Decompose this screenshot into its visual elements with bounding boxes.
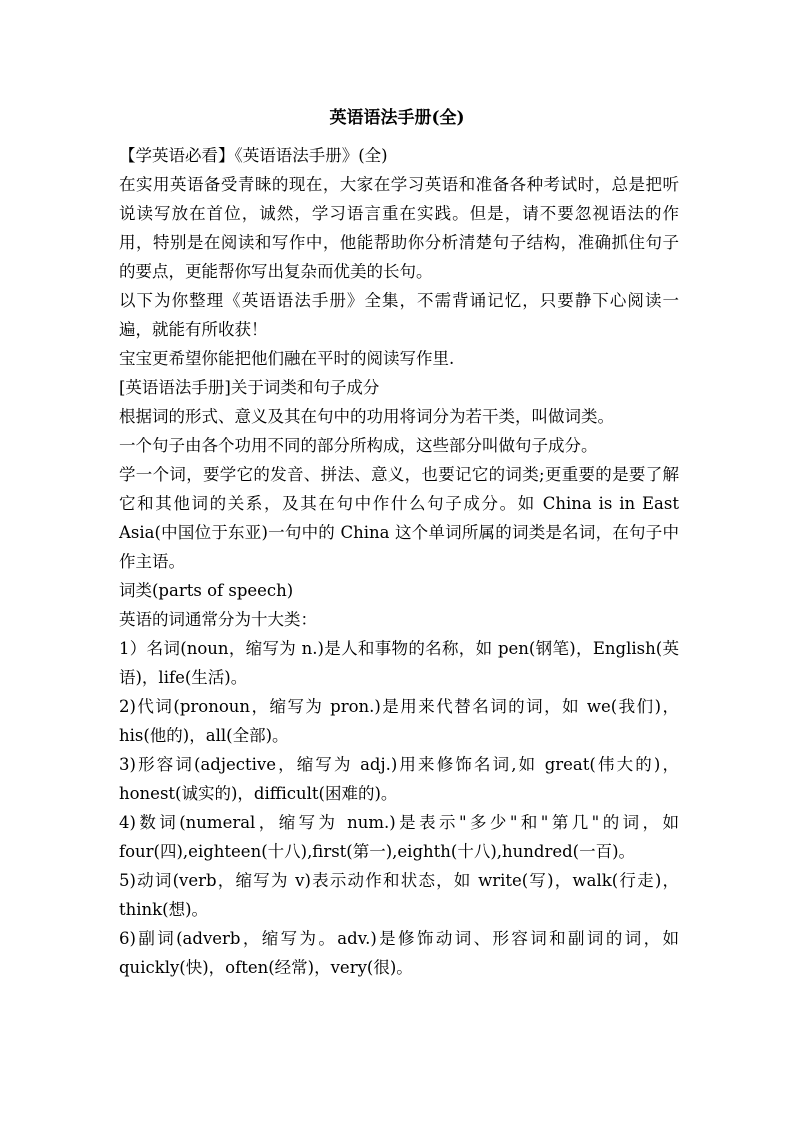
list-item-pronoun: 2)代词(pronoun，缩写为 pron.)是用来代替名词的词，如 we(我们)，his(他的)，all(全部)。 bbox=[119, 697, 679, 745]
list-item-adverb: 6)副词(adverb，缩写为。adv.)是修饰动词、形容词和副词的词，如 quickly(快)，often(经常)，very(很)。 bbox=[119, 929, 679, 977]
paragraph-ten-classes: 英语的词通常分为十大类： bbox=[119, 610, 317, 629]
list-item-noun: 1）名词(noun，缩写为 n.)是人和事物的名称，如 pen(钢笔)，English(英语)，life(生活)。 bbox=[119, 639, 679, 687]
paragraph-learning-words: 学一个词，要学它的发音、拼法、意义，也要记它的词类;更重要的是要了解它和其他词的关系，及其在句中作什么句子成分。如 China is in East Asia(中国位于东亚)一句中的 China 这个单词所属的词类是名词，在句子中作主语。 bbox=[119, 465, 679, 571]
section-heading-word-classes: [英语语法手册]关于词类和句子成分 bbox=[119, 378, 380, 397]
document-title: 英语语法手册(全) bbox=[329, 108, 465, 128]
paragraph-collection-note: 以下为你整理《英语语法手册》全集，不需背诵记忆，只要静下心阅读一遍，就能有所收获！ bbox=[119, 291, 679, 339]
list-item-adjective: 3)形容词(adjective，缩写为 adj.)用来修饰名词,如 great(伟大的)，honest(诚实的)，difficult(困难的)。 bbox=[119, 755, 679, 803]
list-item-verb: 5)动词(verb，缩写为 v)表示动作和状态，如 write(写)，walk(行走)，think(想)。 bbox=[119, 871, 679, 919]
document-body bbox=[119, 141, 679, 982]
paragraph-intro: 在实用英语备受青睐的现在，大家在学习英语和准备各种考试时，总是把听说读写放在首位，诚然，学习语言重在实践。但是，请不要忽视语法的作用，特别是在阅读和写作中，他能帮助你分析清楚句子结构，准确抓住句子的要点，更能帮你写出复杂而优美的长句。 bbox=[119, 175, 679, 281]
paragraph-sentence-parts-definition: 一个句子由各个功用不同的部分所构成，这些部分叫做句子成分。 bbox=[119, 436, 598, 455]
list-item-numeral: 4)数词(numeral，缩写为 num.)是表示"多少"和"第几"的词，如 four(四),eighteen(十八),first(第一),eighth(十八),hundred(一百)。 bbox=[119, 813, 679, 861]
paragraph-hope: 宝宝更希望你能把他们融在平时的阅读写作里. bbox=[119, 349, 455, 368]
paragraph-word-class-definition: 根据词的形式、意义及其在句中的功用将词分为若干类，叫做词类。 bbox=[119, 407, 614, 426]
paragraph-intro-heading: 【学英语必看】《英语语法手册》(全) bbox=[119, 146, 388, 165]
subheading-parts-of-speech: 词类(parts of speech) bbox=[119, 581, 294, 600]
